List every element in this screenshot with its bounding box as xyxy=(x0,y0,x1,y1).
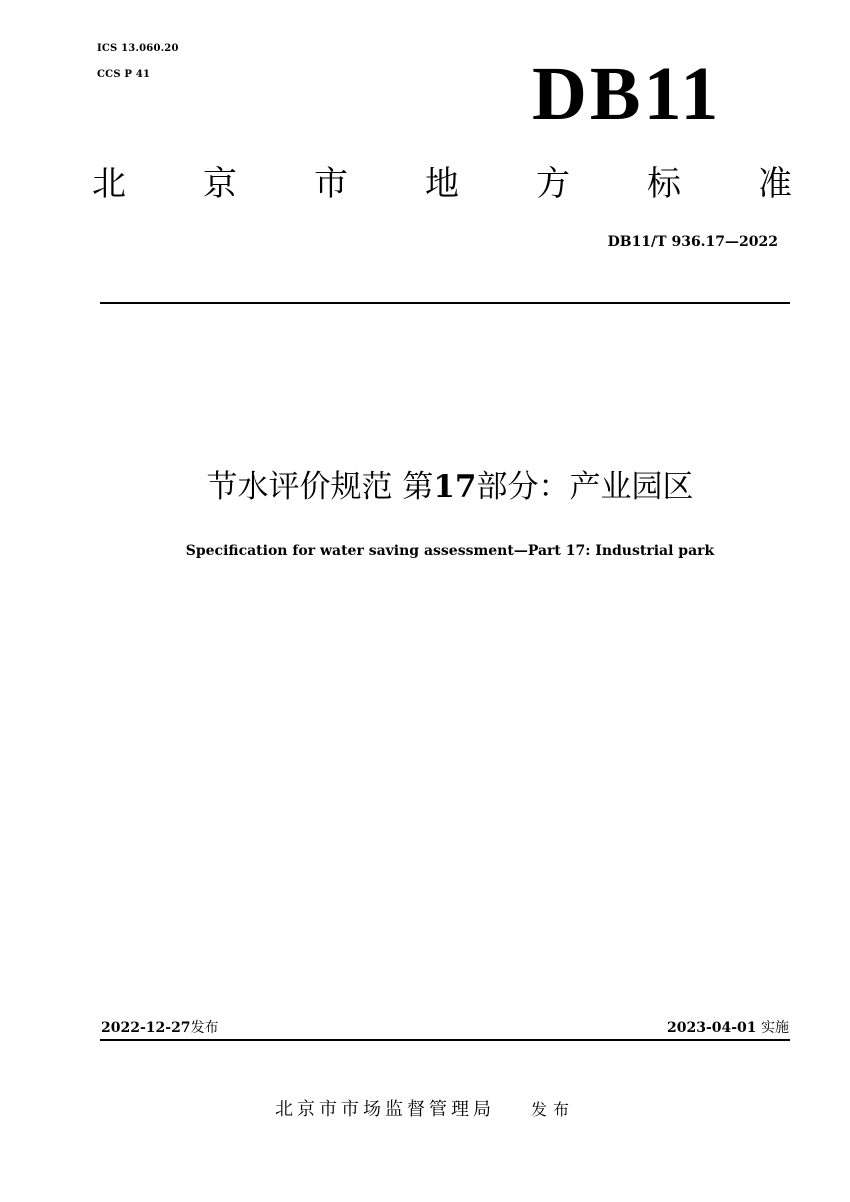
title-zh-part-number: 17 xyxy=(433,469,477,505)
title-chinese xyxy=(0,466,850,508)
standard-type-char: 北 xyxy=(92,164,126,204)
standard-type-char: 地 xyxy=(425,164,459,204)
top-divider xyxy=(100,302,790,304)
standard-type-char: 市 xyxy=(314,164,348,204)
title-zh-prefix: 节水评价规范 第 xyxy=(206,469,434,505)
issuer-organization: 北京市市场监督管理局 xyxy=(274,1099,495,1120)
title-zh-suffix: 部分：产业园区 xyxy=(476,469,694,505)
issue-label: 发布 xyxy=(190,1020,219,1036)
issue-date: 2022-12-27 xyxy=(101,1020,191,1036)
standard-number: DB11/T 936.17—2022 xyxy=(607,234,778,250)
implement-date: 2023-04-01 xyxy=(666,1020,757,1036)
bottom-divider xyxy=(100,1039,790,1041)
standard-type-char: 方 xyxy=(536,164,570,204)
implement-date-block xyxy=(667,1019,789,1037)
ccs-code: CCS P 41 xyxy=(97,69,151,80)
standard-type-char: 京 xyxy=(203,164,237,204)
standard-type-char: 准 xyxy=(758,164,792,204)
title-english: Specification for water saving assessment—Part 17: Industrial park xyxy=(185,543,715,559)
ics-code: ICS 13.060.20 xyxy=(97,43,179,54)
issue-date-block xyxy=(101,1019,219,1037)
standard-code-logo: DB11 xyxy=(532,52,722,136)
issuer-line xyxy=(0,1098,850,1122)
issuer-action: 发布 xyxy=(530,1100,575,1119)
standard-type-heading xyxy=(92,162,792,206)
standard-type-char: 标 xyxy=(647,164,681,204)
implement-label: 实施 xyxy=(761,1020,789,1036)
